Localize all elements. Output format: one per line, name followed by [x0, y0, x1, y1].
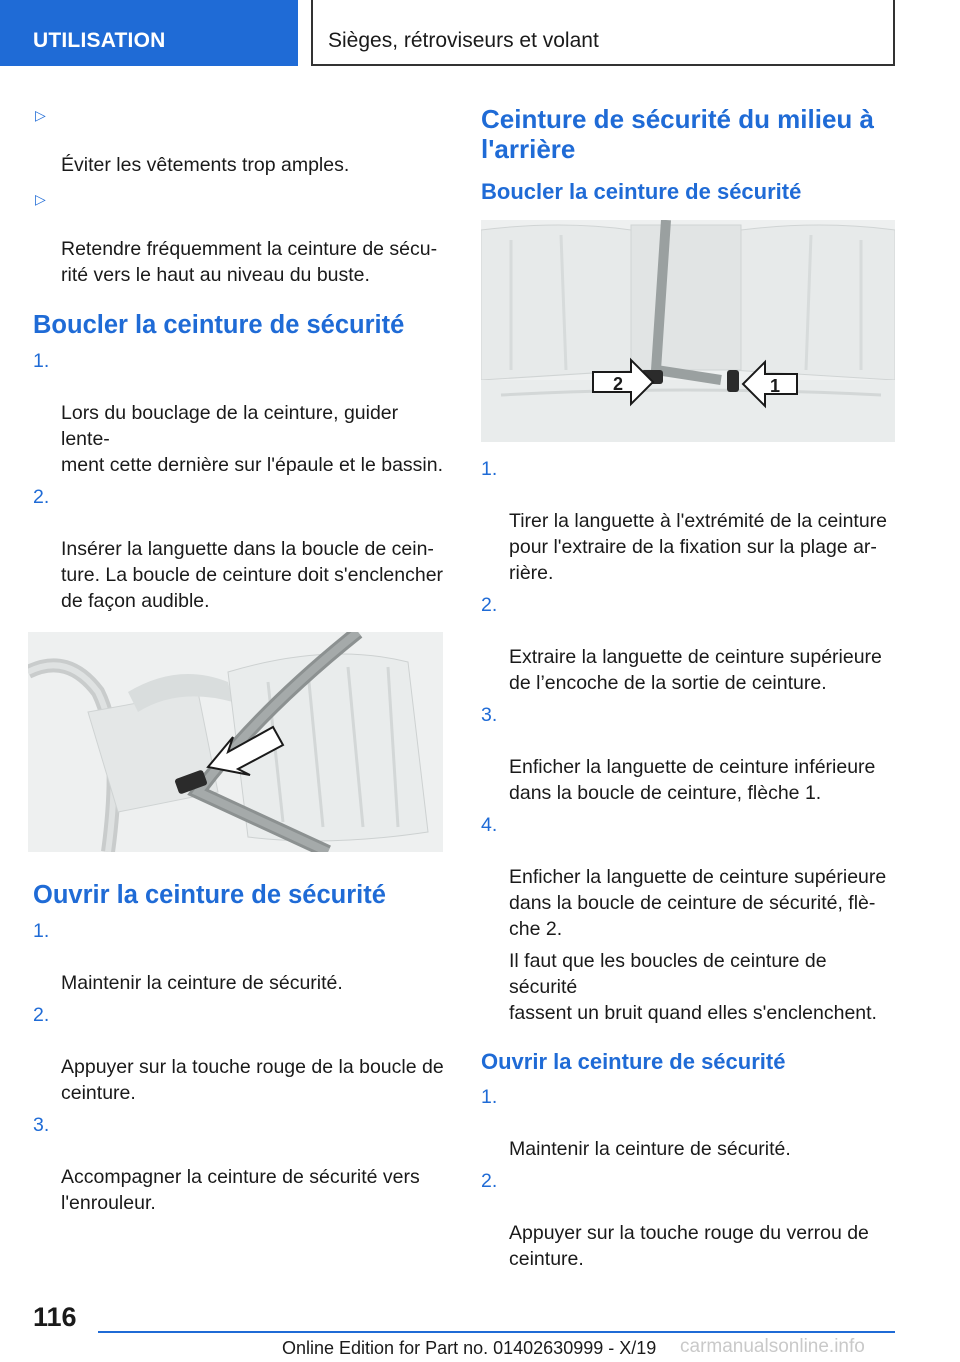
watermark: carmanualsonline.info — [680, 1336, 865, 1357]
step-text: Enficher la languette de ceinture supérieure dans la boucle de ceinture de sécurité, flè- che 2. — [509, 866, 887, 940]
footer-divider — [98, 1331, 895, 1333]
step-number: 4. — [481, 814, 498, 836]
triangle-bullet-icon: ▷ — [35, 107, 46, 123]
left-column — [33, 100, 445, 1222]
step-item — [481, 1168, 897, 1272]
section-tab — [0, 0, 298, 66]
section-heading: Ceinture de sécurité du milieu à l'arrière — [481, 104, 874, 164]
step-number: 1. — [481, 1086, 498, 1108]
step-item — [33, 1002, 445, 1106]
subsection-heading: Ouvrir la ceinture de sécurité — [481, 1049, 786, 1074]
step-number: 1. — [33, 350, 50, 372]
triangle-bullet-icon: ▷ — [35, 191, 46, 207]
page-header — [0, 0, 960, 66]
section-heading: Ouvrir la ceinture de sécurité — [33, 881, 386, 909]
bullet-item — [33, 184, 445, 288]
step-item — [33, 484, 445, 614]
step-text: Accompagner la ceinture de sécurité vers l'enrouleur. — [61, 1166, 420, 1214]
step-number: 2. — [33, 486, 50, 508]
step-item — [33, 1112, 445, 1216]
subsection-heading: Boucler la ceinture de sécurité — [481, 179, 802, 204]
step-item — [33, 918, 445, 996]
seat-belt-illustration — [28, 632, 443, 852]
bullet-item — [33, 100, 445, 178]
section-heading: Boucler la ceinture de sécurité — [33, 311, 405, 339]
chapter-title-box — [311, 0, 895, 66]
step-item — [481, 592, 897, 696]
step-item — [33, 348, 445, 478]
step-text: Appuyer sur la touche rouge du verrou de ceinture. — [509, 1222, 869, 1270]
step-number: 2. — [481, 594, 498, 616]
edition-text: Online Edition for Part no. 01402630999 - X/19 — [282, 1338, 657, 1358]
step-text: Lors du bouclage de la ceinture, guider lente- ment cette dernière sur l'épaule et le bassin. — [61, 402, 444, 476]
rear-belt-illustration — [481, 220, 895, 442]
step-text: Maintenir la ceinture de sécurité. — [61, 972, 343, 994]
bullet-text: Retendre fréquemment la ceinture de sécu- rité vers le haut au niveau du buste. — [61, 238, 438, 286]
step-item — [481, 702, 897, 806]
step-item — [481, 1084, 897, 1162]
step-number: 3. — [481, 704, 498, 726]
step-item — [481, 456, 897, 586]
step-text: Appuyer sur la touche rouge de la boucle de ceinture. — [61, 1056, 444, 1104]
step-note: Il faut que les boucles de ceinture de sécurité fassent un bruit quand elles s'enclenchent. — [509, 950, 877, 1024]
step-text: Extraire la languette de ceinture supérieure de l’encoche de la sortie de ceinture. — [509, 646, 882, 694]
step-text: Insérer la languette dans la boucle de cein- ture. La boucle de ceinture doit s'enclencher de façon audible. — [61, 538, 444, 612]
rear-belt-figure — [481, 220, 895, 442]
step-number: 3. — [33, 1114, 50, 1136]
arrow-2-label: 2 — [613, 374, 624, 394]
step-number: 2. — [481, 1170, 498, 1192]
seat-belt-figure — [28, 632, 443, 852]
step-text: Maintenir la ceinture de sécurité. — [509, 1138, 791, 1160]
step-text: Enficher la languette de ceinture inférieure dans la boucle de ceinture, flèche 1. — [509, 756, 876, 804]
section-label: UTILISATION — [33, 29, 166, 52]
step-number: 2. — [33, 1004, 50, 1026]
page-number: 116 — [33, 1302, 77, 1332]
step-item — [481, 812, 897, 942]
step-text: Tirer la languette à l'extrémité de la ceinture pour l'extraire de la fixation sur la plage ar- rière. — [509, 510, 888, 584]
arrow-1-label: 1 — [770, 376, 781, 396]
right-column — [481, 104, 897, 1278]
step-number: 1. — [481, 458, 498, 480]
step-number: 1. — [33, 920, 50, 942]
bullet-text: Éviter les vêtements trop amples. — [61, 154, 350, 176]
chapter-title: Sièges, rétroviseurs et volant — [328, 29, 599, 52]
